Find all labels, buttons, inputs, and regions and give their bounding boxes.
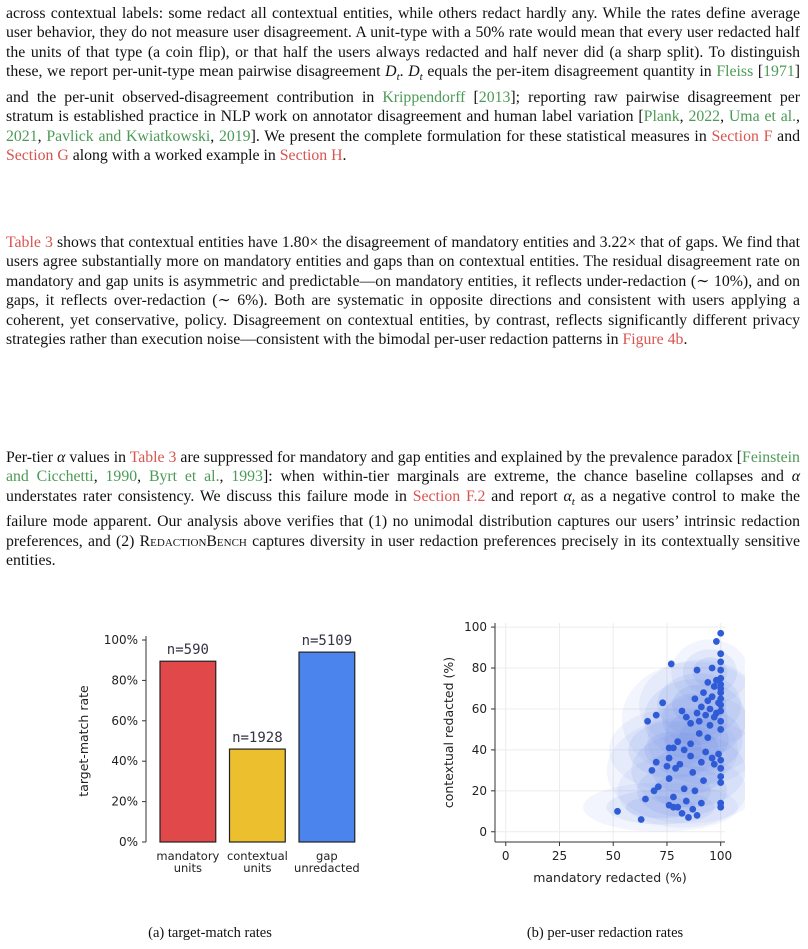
data-point <box>704 679 711 686</box>
y-tick-label: 80 <box>471 661 487 676</box>
text-run: are suppressed for mandatory and gap entities and explained by the prevalence paradox [ <box>176 449 743 466</box>
bar-value-label: n=590 <box>166 642 209 659</box>
text-run: ] and the per-unit observed-disagreement contribution in <box>6 63 800 106</box>
data-point <box>700 777 707 784</box>
y-tick-label: 20 <box>471 783 487 798</box>
data-point <box>679 708 686 715</box>
data-point <box>711 714 718 721</box>
paragraph-per-tier-alpha <box>6 448 800 571</box>
text-run: RedactionBench <box>139 532 247 550</box>
reference-link[interactable]: 1990 <box>105 468 138 486</box>
data-point <box>717 779 724 786</box>
reference-link[interactable]: 2021 <box>6 127 38 145</box>
data-point <box>666 755 673 762</box>
bar-1 <box>160 661 216 842</box>
data-point <box>649 767 656 774</box>
x-axis-label: mandatory redacted (%) <box>533 870 687 885</box>
x-tick-label: 75 <box>659 849 675 863</box>
data-point <box>717 773 724 780</box>
text-run: t <box>571 495 575 508</box>
y-tick-label: 80% <box>111 673 138 688</box>
data-point <box>692 695 699 702</box>
reference-link[interactable]: Byrt et al. <box>148 468 220 486</box>
data-point <box>689 806 696 813</box>
text-run: ]; reporting raw pairwise disagreement per stratum is established practice in NLP work on annotator disagreement and human label variation [ <box>6 88 800 126</box>
data-point <box>698 704 705 711</box>
data-point <box>717 650 724 657</box>
data-point <box>666 775 673 782</box>
data-point <box>717 658 724 665</box>
x-tick-label: 50 <box>605 849 621 863</box>
per-user-redaction-scatter <box>425 615 745 895</box>
y-tick-label: 60 <box>471 701 487 716</box>
data-point <box>707 706 714 713</box>
data-point <box>713 638 720 645</box>
data-point <box>644 718 651 725</box>
data-point <box>717 804 724 811</box>
text-run: . <box>399 63 409 81</box>
data-point <box>651 787 658 794</box>
reference-link[interactable]: Table 3 <box>129 449 177 466</box>
reference-link[interactable]: 2022 <box>688 108 721 126</box>
data-point <box>689 769 696 776</box>
y-axis-label: target-match rate <box>76 685 91 797</box>
y-tick-label: 100 <box>464 620 487 635</box>
x-category-label: contextual <box>226 849 288 863</box>
data-point <box>674 738 681 745</box>
text-run: , <box>37 127 47 145</box>
data-point <box>687 740 694 747</box>
data-point <box>679 810 686 817</box>
x-tick-label: 0 <box>501 849 510 863</box>
data-point <box>653 712 660 719</box>
reference-link[interactable]: Plank <box>643 108 680 126</box>
text-run: across contextual labels: some redact all contextual entities, while others redact hardly any. While the rates define average user behavior, they do not measure user disagreement. A unit-type with a 50% rate would mean that every user redacted half the units of that type (a coin flip), or that half the users always redacted and half never did (a sharp split). To distinguish these, we report per-unit-type mean pairwise disagreement <box>6 5 800 81</box>
x-category-label: units <box>243 861 272 875</box>
text-run: . <box>342 147 347 164</box>
data-point <box>707 722 714 729</box>
data-point <box>694 667 701 674</box>
bar-3 <box>299 652 355 842</box>
y-tick-label: 0 <box>479 824 487 839</box>
text-run: α <box>57 449 66 466</box>
data-point <box>717 689 724 696</box>
data-point <box>717 726 724 733</box>
data-point <box>696 730 703 737</box>
data-point <box>700 689 707 696</box>
reference-link[interactable]: Krippendorff <box>382 88 466 106</box>
text-run: , <box>720 108 729 126</box>
data-point <box>694 812 701 819</box>
text-run: α <box>791 468 801 486</box>
reference-link[interactable]: Section F <box>711 127 773 145</box>
data-point <box>683 714 690 721</box>
y-tick-label: 40% <box>111 754 138 769</box>
reference-link[interactable]: 2013 <box>478 88 511 106</box>
text-run: t <box>396 71 400 84</box>
paragraph-disagreement <box>6 4 800 165</box>
data-point <box>664 763 671 770</box>
reference-link[interactable]: Uma et al. <box>728 108 797 126</box>
data-point <box>715 751 722 758</box>
data-point <box>702 749 709 756</box>
text-run: as a negative control to make the failure mode apparent. Our analysis above verifies that (1) no unimodal distribution captures our users’ intrinsic redaction preferences, and (2) <box>6 487 801 550</box>
text-run: , <box>137 468 149 486</box>
data-point <box>711 761 718 768</box>
data-point <box>709 665 716 672</box>
text-run: and report <box>485 487 564 505</box>
bar-value-label: n=1928 <box>232 730 283 747</box>
text-run: , <box>93 468 106 486</box>
bar-2 <box>230 749 286 842</box>
data-point <box>668 661 675 668</box>
text-run: D <box>408 63 420 81</box>
reference-link[interactable]: Section F.2 <box>412 487 486 505</box>
data-point <box>709 755 716 762</box>
text-run: captures diversity in user redaction preferences precisely in its contextually sensitive entities. <box>6 532 800 570</box>
reference-link[interactable]: Feinstein and Cicchetti <box>6 449 800 486</box>
text-run: along with a worked example in <box>68 147 280 164</box>
reference-link[interactable]: Fleiss <box>716 63 754 81</box>
x-category-label: mandatory <box>156 849 220 863</box>
reference-link[interactable]: Table 3 <box>6 234 53 251</box>
data-point <box>692 787 699 794</box>
text-run: . <box>683 331 688 349</box>
text-run: equals the per-item disagreement quantity in <box>422 63 717 81</box>
text-run: [ <box>465 88 479 106</box>
text-run: t <box>419 71 423 84</box>
data-point <box>681 785 688 792</box>
data-point <box>717 701 724 708</box>
y-tick-label: 20% <box>111 794 138 809</box>
reference-link[interactable]: Pavlick and Kwiatkowski <box>46 127 211 145</box>
caption-b: (b) per-user redaction rates <box>526 925 684 941</box>
y-tick-label: 100% <box>103 633 138 647</box>
text-run: and <box>772 127 800 145</box>
data-point <box>717 667 724 674</box>
text-run: ]. We present the complete formulation for these statistical measures in <box>250 127 712 145</box>
data-point <box>670 744 677 751</box>
data-point <box>681 746 688 753</box>
data-point <box>642 796 649 803</box>
x-category-label: units <box>173 861 203 875</box>
data-point <box>717 718 724 725</box>
data-point <box>711 683 718 690</box>
text-run: α <box>563 487 572 505</box>
reference-link[interactable]: 1993 <box>231 468 263 486</box>
data-point <box>696 718 703 725</box>
caption-a: (a) target-match rates <box>148 925 272 941</box>
text-run: shows that contextual entities have 1.80× the disagreement of mandatory entities and 3.22× that of gaps. We find that users agree substantially more on mandatory entities and gaps than on contextual entities. The residual disagreement rate on mandatory and gap units is asymmetric and predictable—on mandatory entities, it reflects under-redaction (∼ 10%), and on gaps, it reflects over-redaction (∼ 6%). Both are systematic in opposite directions and consistent with users applying a coherent, yet conservative, policy. Disagreement on contextual entities, by contrast, reflects significantly different privacy strategies rather than execution noise—consistent with the bimodal per-user redaction patterns in <box>6 234 800 349</box>
data-point <box>704 734 711 741</box>
data-point <box>659 699 666 706</box>
reference-link[interactable]: Section G <box>6 147 69 164</box>
target-match-bar-chart <box>60 625 380 895</box>
x-category-label: unredacted <box>294 861 360 875</box>
data-point <box>670 804 677 811</box>
text-run: ]: when within-tier marginals are extreme, the chance baseline collapses and <box>262 468 792 486</box>
data-point <box>717 765 724 772</box>
data-point <box>698 759 705 766</box>
reference-link[interactable]: Figure 4b <box>622 331 684 349</box>
y-tick-label: 60% <box>111 713 138 728</box>
text-run: understates rater consistency. We discuss this failure mode in <box>6 487 413 505</box>
y-tick-label: 0% <box>118 835 138 849</box>
data-point <box>717 757 724 764</box>
data-point <box>683 798 690 805</box>
x-category-label: gap <box>316 849 338 863</box>
text-run: D <box>385 63 397 81</box>
data-point <box>717 630 724 637</box>
data-point <box>694 710 701 717</box>
data-point <box>672 765 679 772</box>
x-tick-label: 25 <box>551 849 568 863</box>
text-run: Per-tier <box>6 449 58 466</box>
text-run: values in <box>65 449 130 466</box>
text-run: , <box>210 127 219 145</box>
text-run: , <box>679 108 689 126</box>
data-point <box>704 697 711 704</box>
reference-link[interactable]: 1971 <box>763 63 795 81</box>
x-tick-label: 100 <box>709 849 733 863</box>
text-run: , <box>219 468 232 486</box>
bar-value-label: n=5109 <box>301 633 353 650</box>
data-point <box>702 712 709 719</box>
paragraph-table3-results <box>6 233 800 349</box>
data-point <box>614 808 621 815</box>
data-point <box>638 816 645 823</box>
reference-link[interactable]: Section H <box>279 147 343 164</box>
y-axis-label: contextual redacted (%) <box>441 656 456 809</box>
data-point <box>687 720 694 727</box>
data-point <box>670 794 677 801</box>
y-tick-label: 40 <box>471 742 487 757</box>
data-point <box>698 800 705 807</box>
text-run: [ <box>753 63 764 81</box>
data-point <box>653 759 660 766</box>
text-run: , <box>796 108 800 126</box>
data-point <box>685 814 692 821</box>
reference-link[interactable]: 2019 <box>218 127 251 145</box>
data-point <box>687 753 694 760</box>
